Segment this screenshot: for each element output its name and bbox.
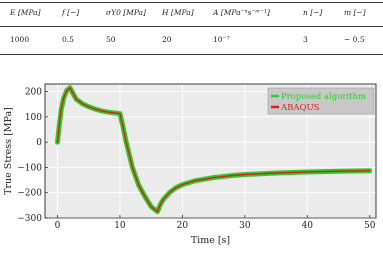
table-top-rule [0,2,383,3]
table-value-cell: 20 [162,35,172,44]
x-tick-label: 20 [176,221,189,231]
x-tick-label: 40 [301,221,314,231]
parameter-table [0,0,383,64]
table-value-cell: 50 [106,35,116,44]
y-tick-label: −300 [17,214,42,224]
x-tick-label: 10 [114,221,126,231]
y-tick-label: 0 [36,138,42,149]
table-value-cell: 10⁻⁷ [213,35,230,44]
y-tick-label: −100 [17,163,42,174]
table-value-cell: 0.5 [62,35,74,44]
y-tick-label: −200 [17,188,42,199]
chart-canvas [0,76,383,256]
y-axis-label: True Stress [MPa] [3,107,14,195]
table-header-cell: f [−] [62,8,80,17]
table-bottom-rule [0,54,383,55]
x-tick-label: 50 [364,221,376,231]
table-header-cell: n [−] [303,8,323,17]
table-value-cell: 1000 [10,35,30,44]
table-header-cell: A [MPa⁻ⁿs⁻ᵐ⁻¹] [213,8,270,17]
legend-label: Proposed algorithm [281,92,367,102]
table-header-cell: m [−] [344,8,366,17]
table-header-cell: σY0 [MPa] [106,8,146,17]
table-value-cell: 3 [303,35,308,44]
y-tick-label: 100 [24,112,42,123]
legend-label: ABAQUS [281,103,320,113]
x-tick-label: 0 [54,221,61,231]
x-axis-label: Time [s] [190,235,231,246]
x-tick-label: 30 [239,221,251,231]
table-header-cell: H [MPa] [162,8,194,17]
y-tick-label: 200 [24,87,42,98]
table-header-rule [0,26,383,27]
table-header-cell: E [MPa] [10,8,41,17]
table-value-cell: − 0.5 [344,35,365,44]
stress-time-chart [0,76,383,256]
